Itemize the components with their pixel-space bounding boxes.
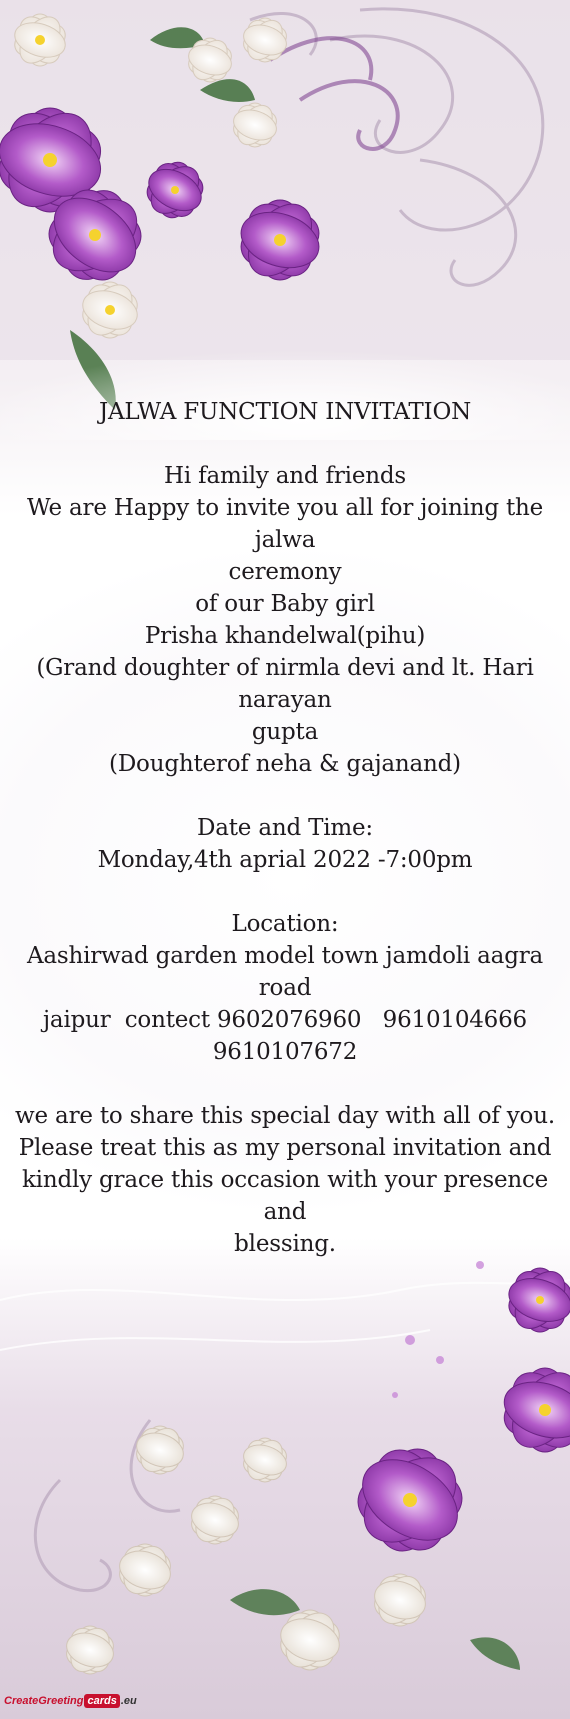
closing-line-2: Please treat this as my personal invitation and [18,1135,552,1161]
intro-line-1: We are Happy to invite you all for joining the jalwa [26,495,544,553]
invitation-title: JALWA FUNCTION INVITATION [98,399,472,425]
baby-name: Prisha khandelwal(pihu) [144,623,426,649]
spacer [10,876,560,908]
brand-watermark-link[interactable] [4,1688,137,1714]
intro-line-2: ceremony [228,559,342,585]
spacer [10,428,560,460]
closing-line-1: we are to share this special day with all of you. [15,1103,555,1129]
parents-line: (Doughterof neha & gajanand) [109,751,461,777]
brand-part-3: .eu [120,1695,137,1707]
location-line-1: Aashirwad garden model town jamdoli aagra road [26,943,544,1001]
spacer [10,780,560,812]
date-value: Monday,4th aprial 2022 -7:00pm [97,847,473,873]
spacer [10,1068,560,1100]
brand-part-2: cards [84,1694,119,1708]
location-line-2: jaipur contect 9602076960 9610104666 [43,1007,527,1033]
location-line-3: 9610107672 [212,1039,358,1065]
grand-line-2: gupta [251,719,319,745]
floral-decoration-top [0,0,570,440]
baby-line: of our Baby girl [195,591,375,617]
closing-line-3: kindly grace this occasion with your presence and [21,1167,549,1225]
closing-line-4: blessing. [234,1231,336,1257]
grand-line-1: (Grand doughter of nirmla devi and lt. Hari narayan [36,655,534,713]
date-label: Date and Time: [197,815,373,841]
greeting: Hi family and friends [164,463,406,489]
location-label: Location: [231,911,339,937]
invitation-text [10,396,560,1260]
brand-part-1: CreateGreeting [4,1695,84,1707]
